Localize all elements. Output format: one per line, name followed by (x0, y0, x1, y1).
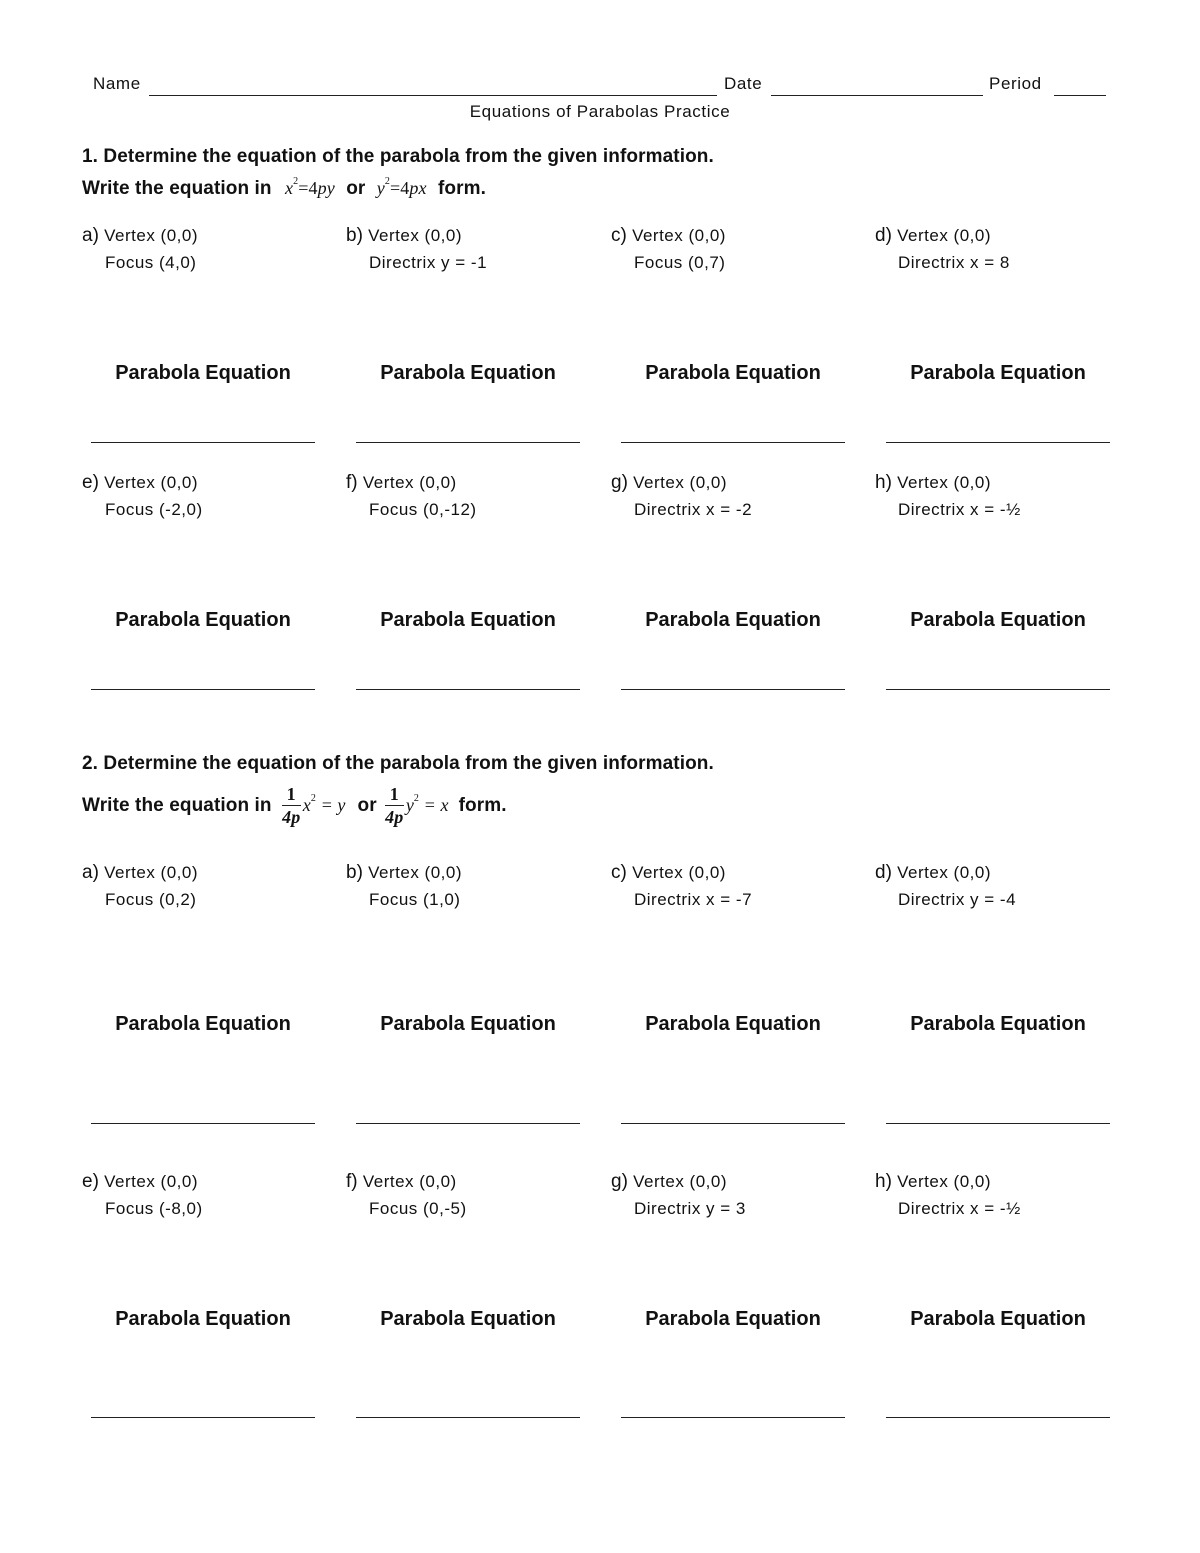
section1-problem (611, 469, 752, 523)
section2-heading: 2. Determine the equation of the parabola from the given information. (82, 753, 714, 774)
section2-fraction-2: $\frac{1}{4p}$ (385, 784, 404, 827)
problem-vertex-line (611, 859, 752, 886)
answer-blank[interactable] (621, 1417, 845, 1418)
answer-blank[interactable] (886, 1123, 1110, 1124)
answer-label: Parabola Equation (910, 362, 1086, 384)
problem-info: Focus (0,7) (634, 253, 726, 272)
problem-vertex: Vertex (0,0) (897, 1172, 992, 1191)
problem-vertex: Vertex (0,0) (104, 473, 199, 492)
name-field[interactable] (149, 95, 717, 96)
answer-blank[interactable] (356, 442, 580, 443)
problem-letter: f) (346, 1171, 358, 1192)
problem-info: Directrix y = -4 (898, 890, 1017, 909)
section1-problem (82, 469, 203, 523)
section2-problem (611, 1168, 746, 1222)
problem-info: Focus (1,0) (369, 890, 461, 909)
problem-letter: b) (346, 225, 363, 246)
problem-letter: a) (82, 862, 99, 883)
problem-vertex-line (875, 859, 1016, 886)
problem-letter: h) (875, 472, 892, 493)
section2-form-eq1: $x^2 = y$ (302, 793, 346, 815)
section2-form-eq2: $y^2 = x$ (405, 793, 449, 815)
answer-label: Parabola Equation (910, 1013, 1086, 1035)
section2-problem (82, 859, 198, 913)
problem-vertex: Vertex (0,0) (362, 473, 457, 492)
answer-label: Parabola Equation (910, 1308, 1086, 1330)
problem-info: Focus (-8,0) (105, 1199, 203, 1218)
answer-label: Parabola Equation (115, 1308, 291, 1330)
answer-label: Parabola Equation (380, 1013, 556, 1035)
answer-label: Parabola Equation (910, 609, 1086, 631)
problem-info: Directrix y = 3 (634, 1199, 746, 1218)
section2-form-prefix: Write the equation in (82, 794, 272, 816)
problem-vertex-line (611, 1168, 746, 1195)
problem-letter: g) (611, 1171, 628, 1192)
section2-problem (346, 859, 462, 913)
section2-form-suffix: form. (458, 794, 507, 816)
problem-vertex: Vertex (0,0) (632, 863, 726, 882)
period-field[interactable] (1054, 95, 1106, 96)
date-label: Date (724, 74, 763, 93)
section1-heading: 1. Determine the equation of the parabola from the given information. (82, 146, 714, 167)
problem-letter: e) (82, 472, 99, 493)
answer-label: Parabola Equation (645, 609, 821, 631)
problem-letter: c) (611, 862, 627, 883)
problem-info: Directrix x = -½ (898, 1199, 1021, 1218)
problem-letter: e) (82, 1171, 99, 1192)
problem-vertex-line (346, 1168, 467, 1195)
section1-form-eq2: $y^2=4px$ (376, 176, 427, 198)
section2-fraction-1: $\frac{1}{4p}$ (282, 784, 301, 827)
answer-blank[interactable] (621, 1123, 845, 1124)
problem-info: Focus (4,0) (105, 253, 197, 272)
problem-vertex: Vertex (0,0) (897, 863, 992, 882)
problem-vertex-line (346, 222, 487, 249)
problem-info: Directrix x = 8 (898, 253, 1010, 272)
answer-label: Parabola Equation (115, 1013, 291, 1035)
problem-vertex-line (82, 1168, 203, 1195)
problem-info: Directrix y = -1 (369, 253, 488, 272)
problem-vertex: Vertex (0,0) (633, 1172, 728, 1191)
problem-letter: h) (875, 1171, 892, 1192)
answer-label: Parabola Equation (380, 1308, 556, 1330)
problem-vertex-line (875, 469, 1021, 496)
section2-form-line (82, 783, 507, 828)
name-label: Name (93, 74, 141, 93)
answer-blank[interactable] (91, 442, 315, 443)
problem-vertex-line (82, 859, 198, 886)
problem-info: Focus (0,-12) (369, 500, 477, 519)
answer-blank[interactable] (886, 1417, 1110, 1418)
problem-vertex: Vertex (0,0) (104, 226, 199, 245)
section2-problem (82, 1168, 203, 1222)
answer-label: Parabola Equation (645, 1013, 821, 1035)
answer-blank[interactable] (886, 442, 1110, 443)
problem-info: Directrix x = -2 (634, 500, 753, 519)
problem-vertex-line (346, 859, 462, 886)
section1-problem (346, 222, 487, 276)
answer-blank[interactable] (356, 689, 580, 690)
section1-form-prefix: Write the equation in (82, 178, 272, 199)
problem-vertex: Vertex (0,0) (362, 1172, 457, 1191)
problem-vertex-line (611, 222, 726, 249)
problem-info: Focus (0,2) (105, 890, 197, 909)
problem-info: Focus (0,-5) (369, 1199, 467, 1218)
page-title: Equations of Parabolas Practice (469, 102, 731, 121)
problem-info: Directrix x = -½ (898, 500, 1021, 519)
problem-vertex-line (82, 222, 198, 249)
section1-problem (875, 222, 1010, 276)
problem-letter: a) (82, 225, 99, 246)
problem-letter: f) (346, 472, 358, 493)
problem-vertex: Vertex (0,0) (897, 473, 992, 492)
section1-problem (82, 222, 198, 276)
problem-letter: d) (875, 862, 892, 883)
answer-label: Parabola Equation (115, 362, 291, 384)
section1-form-line (82, 178, 486, 200)
answer-label: Parabola Equation (115, 609, 291, 631)
section2-problem (875, 859, 1016, 913)
answer-blank[interactable] (91, 689, 315, 690)
section2-problem (346, 1168, 467, 1222)
section1-form-eq1: $x^2=4py$ (285, 176, 335, 198)
problem-info: Focus (-2,0) (105, 500, 203, 519)
answer-label: Parabola Equation (645, 362, 821, 384)
date-field[interactable] (771, 95, 983, 96)
problem-vertex: Vertex (0,0) (104, 863, 199, 882)
answer-blank[interactable] (91, 1417, 315, 1418)
problem-letter: b) (346, 862, 363, 883)
problem-vertex: Vertex (0,0) (104, 1172, 199, 1191)
problem-vertex-line (82, 469, 203, 496)
answer-blank[interactable] (886, 689, 1110, 690)
problem-vertex: Vertex (0,0) (632, 226, 726, 245)
problem-vertex-line (875, 1168, 1021, 1195)
section1-problem (346, 469, 477, 523)
problem-vertex-line (875, 222, 1010, 249)
period-label: Period (989, 74, 1042, 93)
section1-form-suffix: form. (437, 178, 486, 199)
section1-problem (611, 222, 726, 276)
section2-problem (875, 1168, 1021, 1222)
section2-problem (611, 859, 752, 913)
problem-vertex: Vertex (0,0) (368, 226, 463, 245)
problem-vertex: Vertex (0,0) (633, 473, 728, 492)
problem-vertex: Vertex (0,0) (368, 863, 463, 882)
section1-problem (875, 469, 1021, 523)
section2-form-or: or (357, 794, 377, 816)
problem-letter: g) (611, 472, 628, 493)
problem-letter: c) (611, 225, 627, 246)
answer-label: Parabola Equation (645, 1308, 821, 1330)
answer-blank[interactable] (356, 1123, 580, 1124)
section1-form-or: or (346, 178, 366, 199)
problem-vertex: Vertex (0,0) (897, 226, 992, 245)
answer-blank[interactable] (621, 689, 845, 690)
answer-blank[interactable] (91, 1123, 315, 1124)
answer-blank[interactable] (621, 442, 845, 443)
problem-vertex-line (346, 469, 477, 496)
answer-blank[interactable] (356, 1417, 580, 1418)
problem-vertex-line (611, 469, 752, 496)
answer-label: Parabola Equation (380, 609, 556, 631)
answer-label: Parabola Equation (380, 362, 556, 384)
problem-letter: d) (875, 225, 892, 246)
problem-info: Directrix x = -7 (634, 890, 753, 909)
